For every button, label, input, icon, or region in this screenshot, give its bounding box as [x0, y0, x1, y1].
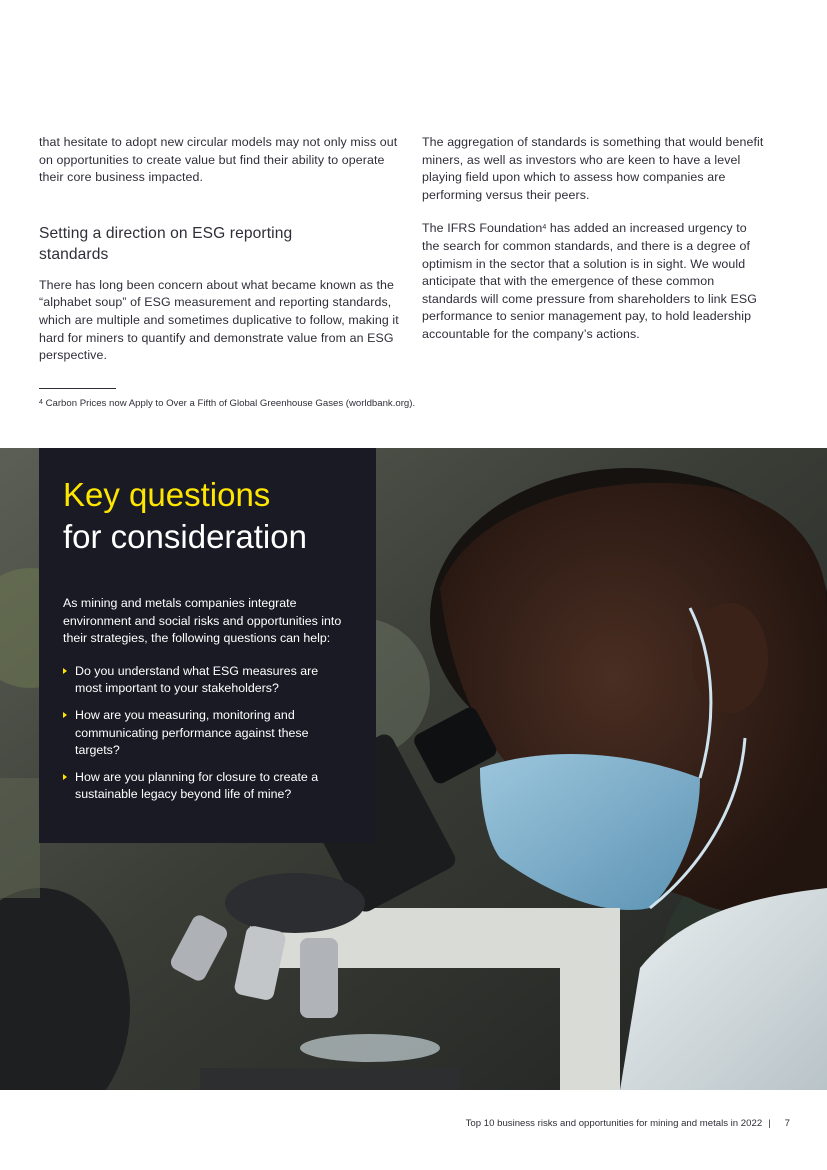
right-paragraph-2-start: The IFRS Foundation — [422, 221, 543, 236]
footnote-number: 4 — [39, 399, 43, 406]
right-paragraph-2 — [422, 220, 767, 343]
left-column — [39, 134, 407, 365]
question-text: How are you measuring, monitoring and communicating performance against these targets? — [75, 707, 309, 758]
panel-title-highlight: Key questions — [63, 476, 271, 513]
footnote-reference[interactable]: 4 — [542, 224, 547, 232]
question-text: Do you understand what ESG measures are most important to your stakeholders? — [75, 663, 319, 696]
question-text: How are you planning for closure to create a sustainable legacy beyond life of mine? — [75, 769, 319, 802]
panel-title-subtitle: for consideration — [63, 518, 307, 555]
right-paragraph-2-end: has added an increased urgency to the search for common standards, and there is a degree of optimism in the sector that a solution is in sight. We would anticipate that with the emergence of these common standards will come pressure from shareholders to link ESG performance to senior management pay, to hold leadership accountable for the company’s actions. — [422, 221, 757, 341]
bullet-arrow-icon — [63, 774, 67, 780]
section-heading: Setting a direction on ESG reporting standards — [39, 224, 293, 264]
key-questions-panel — [39, 448, 376, 843]
right-paragraph-1: The aggregation of standards is something that would benefit miners, as well as investors who are keen to have a level playing field upon which to assess how companies are performing versus their peers. — [422, 135, 764, 202]
left-paragraph-1: that hesitate to adopt new circular models may not only miss out on opportunities to create value but find their ability to operate their core business impacted. — [39, 135, 398, 185]
panel-title — [63, 474, 352, 558]
page-number: 7 — [784, 1118, 790, 1129]
footnote — [39, 397, 739, 410]
right-column — [422, 134, 767, 344]
question-list — [63, 663, 345, 804]
list-item — [63, 663, 345, 698]
bullet-arrow-icon — [63, 712, 67, 718]
list-item — [63, 707, 345, 760]
left-paragraph-2: There has long been concern about what became known as the “alphabet soup” of ESG measurement and reporting standards, which are multiple and sometimes duplicative to follow, making it hard for miners to quantify and demonstrate value from an ESG perspective. — [39, 277, 399, 363]
footnote-text: Carbon Prices now Apply to Over a Fifth of Global Greenhouse Gases (worldbank.org). — [42, 398, 416, 409]
list-item — [63, 769, 345, 804]
page-footer — [466, 1118, 790, 1129]
panel-intro: As mining and metals companies integrate environment and social risks and opportunities into their strategies, the following questions can help: — [63, 596, 342, 646]
footnote-divider — [39, 388, 116, 389]
footer-title: Top 10 business risks and opportunities for mining and metals in 2022 — [465, 1118, 763, 1129]
footer-separator: | — [768, 1118, 771, 1129]
bullet-arrow-icon — [63, 668, 67, 674]
